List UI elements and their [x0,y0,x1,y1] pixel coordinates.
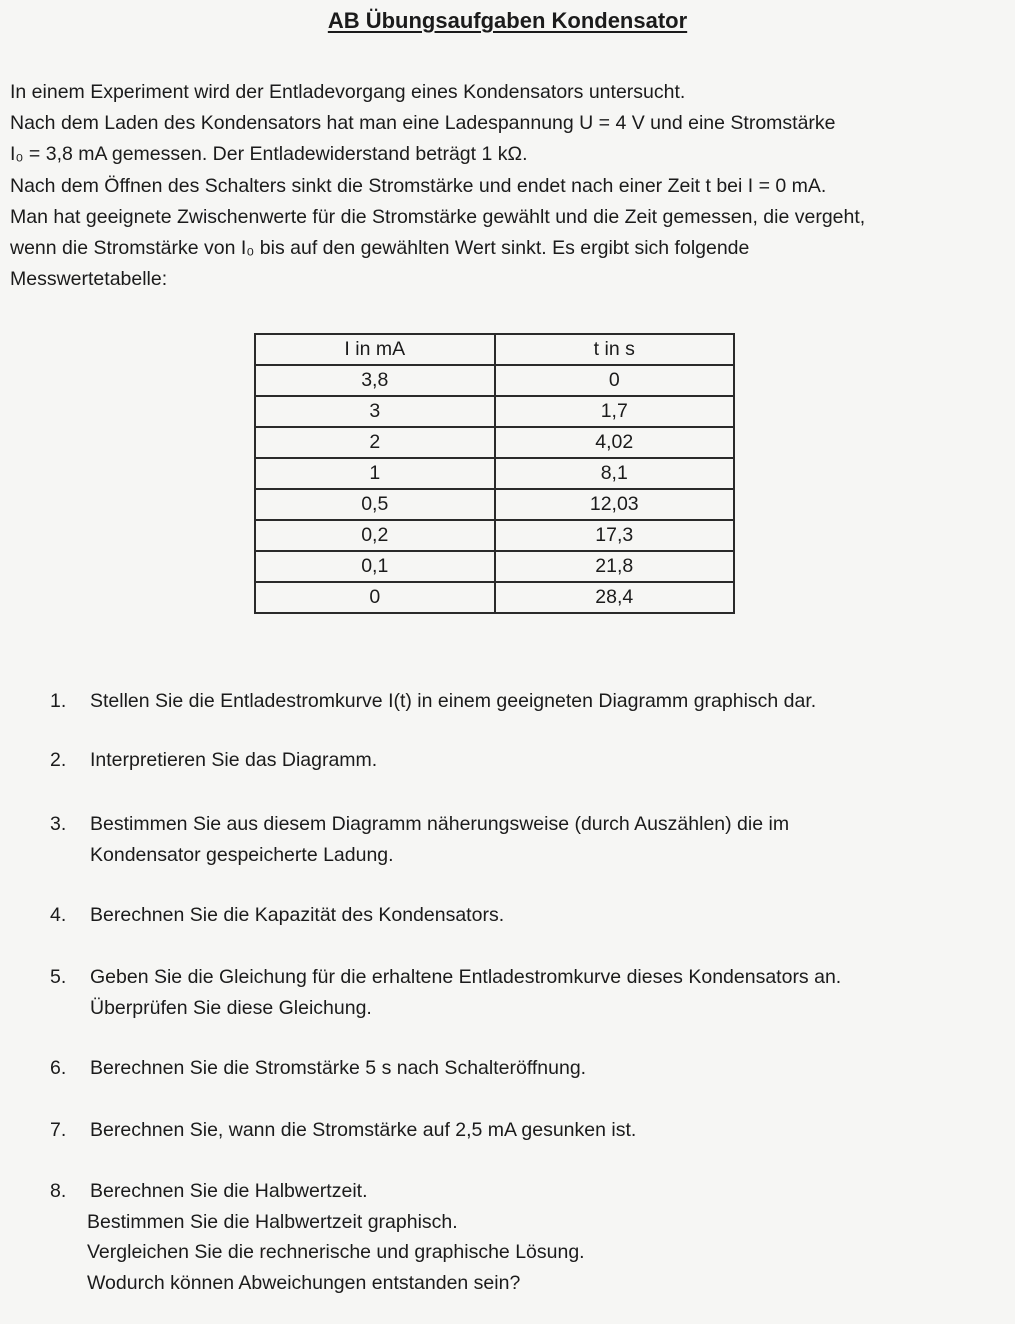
task-line: Kondensator gespeicherte Ladung. [90,843,394,866]
column-header-time: t in s [495,334,735,365]
cell-time: 17,3 [495,520,735,551]
cell-time: 4,02 [495,427,735,458]
column-header-current: I in mA [255,334,495,365]
task-item-5 [50,962,950,1023]
table-row [255,520,734,551]
intro-line: I₀ = 3,8 mA gemessen. Der Entladewiderstand beträgt 1 kΩ. [10,143,528,166]
cell-current: 1 [255,458,495,489]
intro-line: In einem Experiment wird der Entladevorgang eines Kondensators untersucht. [10,81,686,103]
table-row [255,551,734,582]
task-text [87,1176,950,1298]
task-line: Interpretieren Sie das Diagramm. [90,749,378,771]
task-line: Stellen Sie die Entladestromkurve I(t) in einem geeigneten Diagramm graphisch dar. [90,690,817,712]
task-item-7 [50,1115,950,1146]
table-header-row [255,334,734,365]
table-row [255,427,734,458]
intro-line: wenn die Stromstärke von I₀ bis auf den gewählten Wert sinkt. Es ergibt sich folgende [10,237,750,260]
task-item-2 [50,745,950,776]
task-number: 1. [50,690,67,712]
cell-time: 21,8 [495,551,735,582]
task-number: 6. [50,1057,67,1079]
cell-current: 0,5 [255,489,495,520]
cell-current: 0,2 [255,520,495,551]
task-text [90,962,950,1023]
task-text [90,686,950,717]
task-line: Berechnen Sie die Kapazität des Kondensators. [90,904,505,926]
intro-paragraph [10,77,1000,295]
page-title [0,8,1015,34]
measurement-table [254,333,735,614]
task-line: Vergleichen Sie die rechnerische und graphische Lösung. [87,1241,585,1263]
task-text [90,809,950,870]
table-row [255,458,734,489]
task-item-4 [50,900,950,931]
cell-current: 3,8 [255,365,495,396]
task-line: Berechnen Sie die Stromstärke 5 s nach Schalteröffnung. [90,1057,587,1079]
page-title-text: AB Übungsaufgaben Kondensator [327,8,688,33]
task-number: 4. [50,904,67,926]
task-line: Überprüfen Sie diese Gleichung. [90,996,372,1019]
task-item-8 [50,1176,950,1298]
task-number: 2. [50,749,67,771]
cell-time: 8,1 [495,458,735,489]
table-row [255,582,734,613]
task-number: 3. [50,813,67,835]
task-text [90,1053,950,1084]
table-row [255,489,734,520]
task-item-1 [50,686,950,717]
cell-current: 2 [255,427,495,458]
task-number: 7. [50,1119,67,1141]
task-line: Berechnen Sie, wann die Stromstärke auf 2,5 mA gesunken ist. [90,1119,637,1141]
intro-line: Nach dem Laden des Kondensators hat man eine Ladespannung U = 4 V und eine Stromstärke [10,112,836,135]
cell-time: 0 [495,365,735,396]
task-item-3 [50,809,950,870]
task-line: Geben Sie die Gleichung für die erhaltene Entladestromkurve dieses Kondensators an. [90,966,842,988]
task-line: Bestimmen Sie aus diesem Diagramm näherungsweise (durch Auszählen) die im [90,813,790,835]
task-line: Berechnen Sie die Halbwertzeit. [90,1180,368,1202]
cell-time: 12,03 [495,489,735,520]
cell-time: 1,7 [495,396,735,427]
task-line: Bestimmen Sie die Halbwertzeit graphisch. [87,1210,458,1233]
task-item-6 [50,1053,950,1084]
cell-time: 28,4 [495,582,735,613]
cell-current: 3 [255,396,495,427]
intro-line: Messwertetabelle: [10,268,168,291]
intro-line: Man hat geeignete Zwischenwerte für die Stromstärke gewählt und die Zeit gemessen, die vergeht, [10,205,866,228]
cell-current: 0,1 [255,551,495,582]
task-number: 5. [50,966,67,988]
table-row [255,365,734,396]
cell-current: 0 [255,582,495,613]
task-text [90,900,950,931]
task-text [90,1115,950,1146]
task-line: Wodurch können Abweichungen entstanden sein? [87,1271,521,1294]
task-number: 8. [50,1180,67,1202]
task-text [90,745,950,776]
intro-line: Nach dem Öffnen des Schalters sinkt die Stromstärke und endet nach einer Zeit t bei I = 0 mA. [10,174,827,197]
table-row [255,396,734,427]
